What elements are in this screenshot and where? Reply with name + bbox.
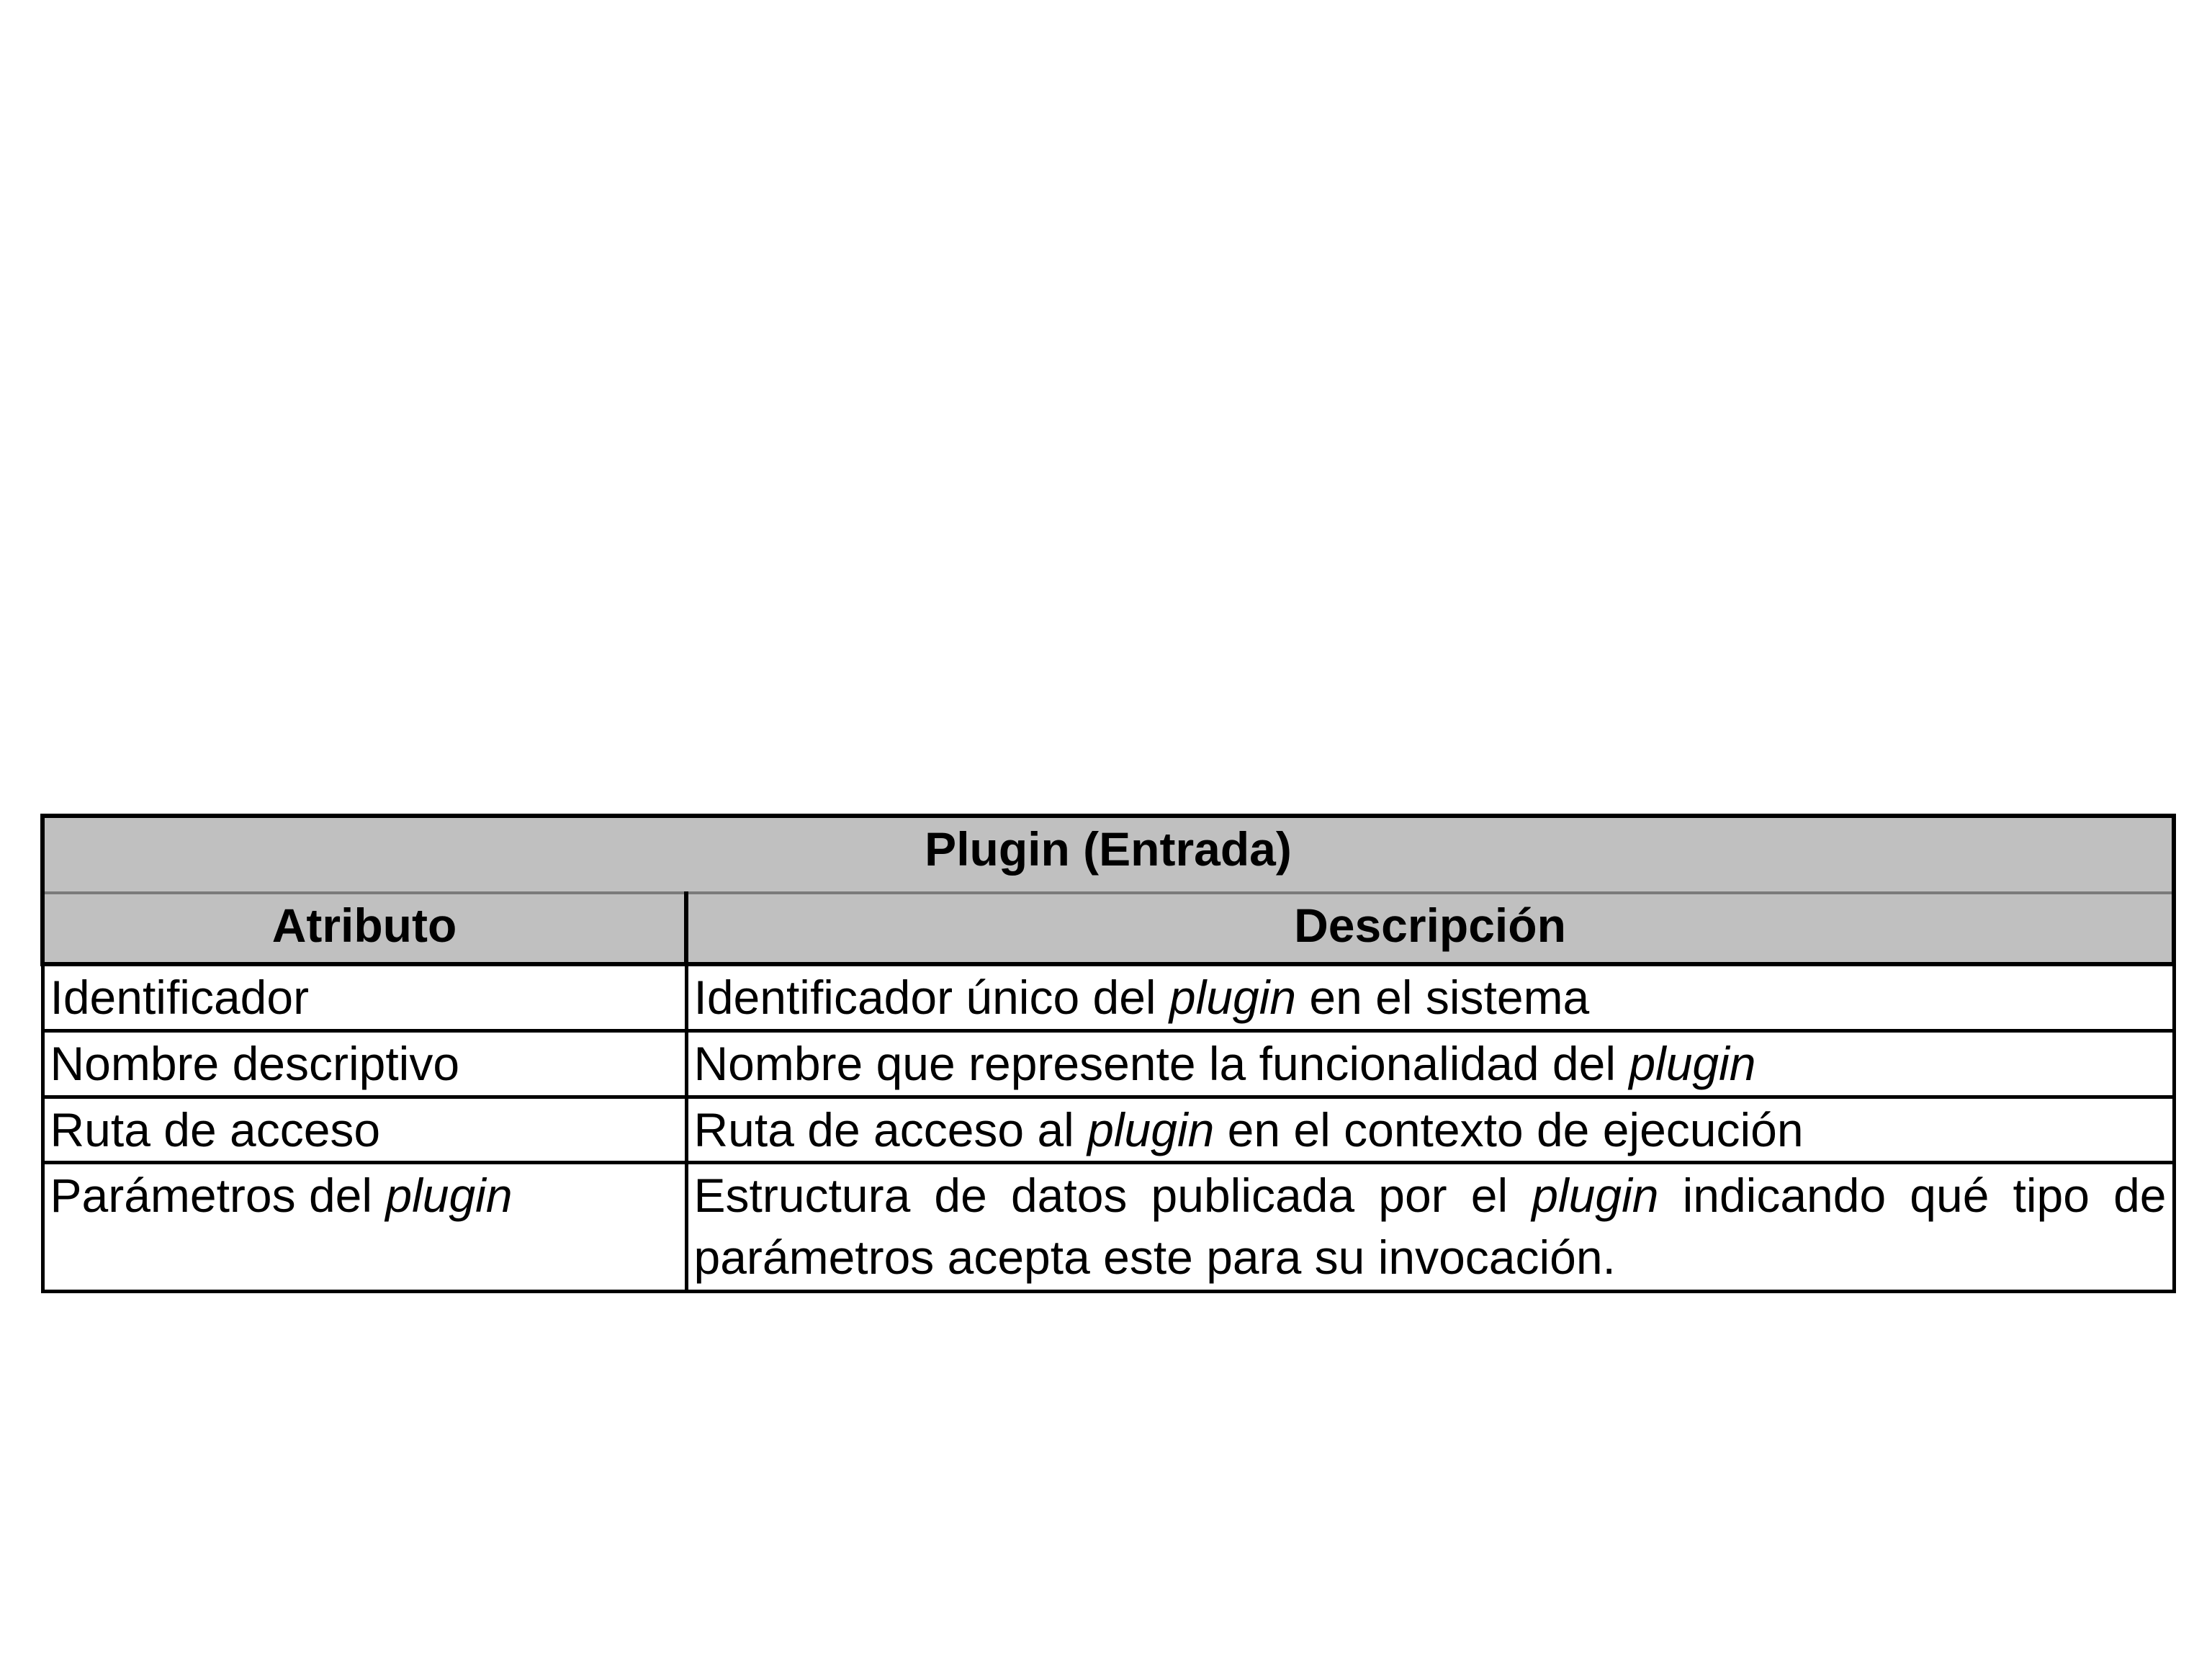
description-text: en el sistema: [1296, 971, 1590, 1024]
attribute-emphasis: plugin: [385, 1169, 513, 1223]
description-emphasis: plugin: [1087, 1102, 1215, 1156]
column-header-description: Descripción: [686, 893, 2174, 964]
description-text: Ruta de acceso al: [693, 1102, 1088, 1156]
attribute-text: Ruta de acceso: [50, 1102, 381, 1156]
table-row: [42, 1030, 2174, 1097]
attribute-text: Nombre descriptivo: [50, 1036, 460, 1090]
table-row: [42, 1163, 2174, 1292]
description-emphasis: plugin: [1169, 971, 1297, 1024]
description-emphasis: plugin: [1532, 1169, 1659, 1223]
description-cell: [686, 964, 2174, 1030]
attribute-text: Identificador: [50, 971, 310, 1024]
table-header-row: [42, 893, 2174, 964]
table-row: [42, 1097, 2174, 1163]
description-text: Nombre que represente la funcionalidad del: [693, 1036, 1629, 1090]
description-emphasis: plugin: [1629, 1036, 1756, 1090]
plugin-input-table: [40, 814, 2176, 1293]
attribute-cell: [42, 1097, 686, 1163]
description-cell: [686, 1097, 2174, 1163]
table-title: Plugin (Entrada): [42, 816, 2174, 893]
table-row: [42, 964, 2174, 1030]
description-text: en el contexto de ejecución: [1214, 1102, 1804, 1156]
attribute-text: Parámetros del: [50, 1169, 386, 1223]
column-header-attribute: Atributo: [42, 893, 686, 964]
attribute-cell: [42, 1163, 686, 1292]
description-cell: [686, 1163, 2174, 1292]
description-text: Estructura de datos publicada por el: [693, 1169, 1532, 1223]
table-title-row: [42, 816, 2174, 893]
description-text: indicando qué tipo de parámetros acepta este para su invocación.: [693, 1169, 2167, 1285]
attribute-cell: [42, 1030, 686, 1097]
attribute-cell: [42, 964, 686, 1030]
description-text: Identificador único del: [693, 971, 1169, 1024]
description-cell: [686, 1030, 2174, 1097]
